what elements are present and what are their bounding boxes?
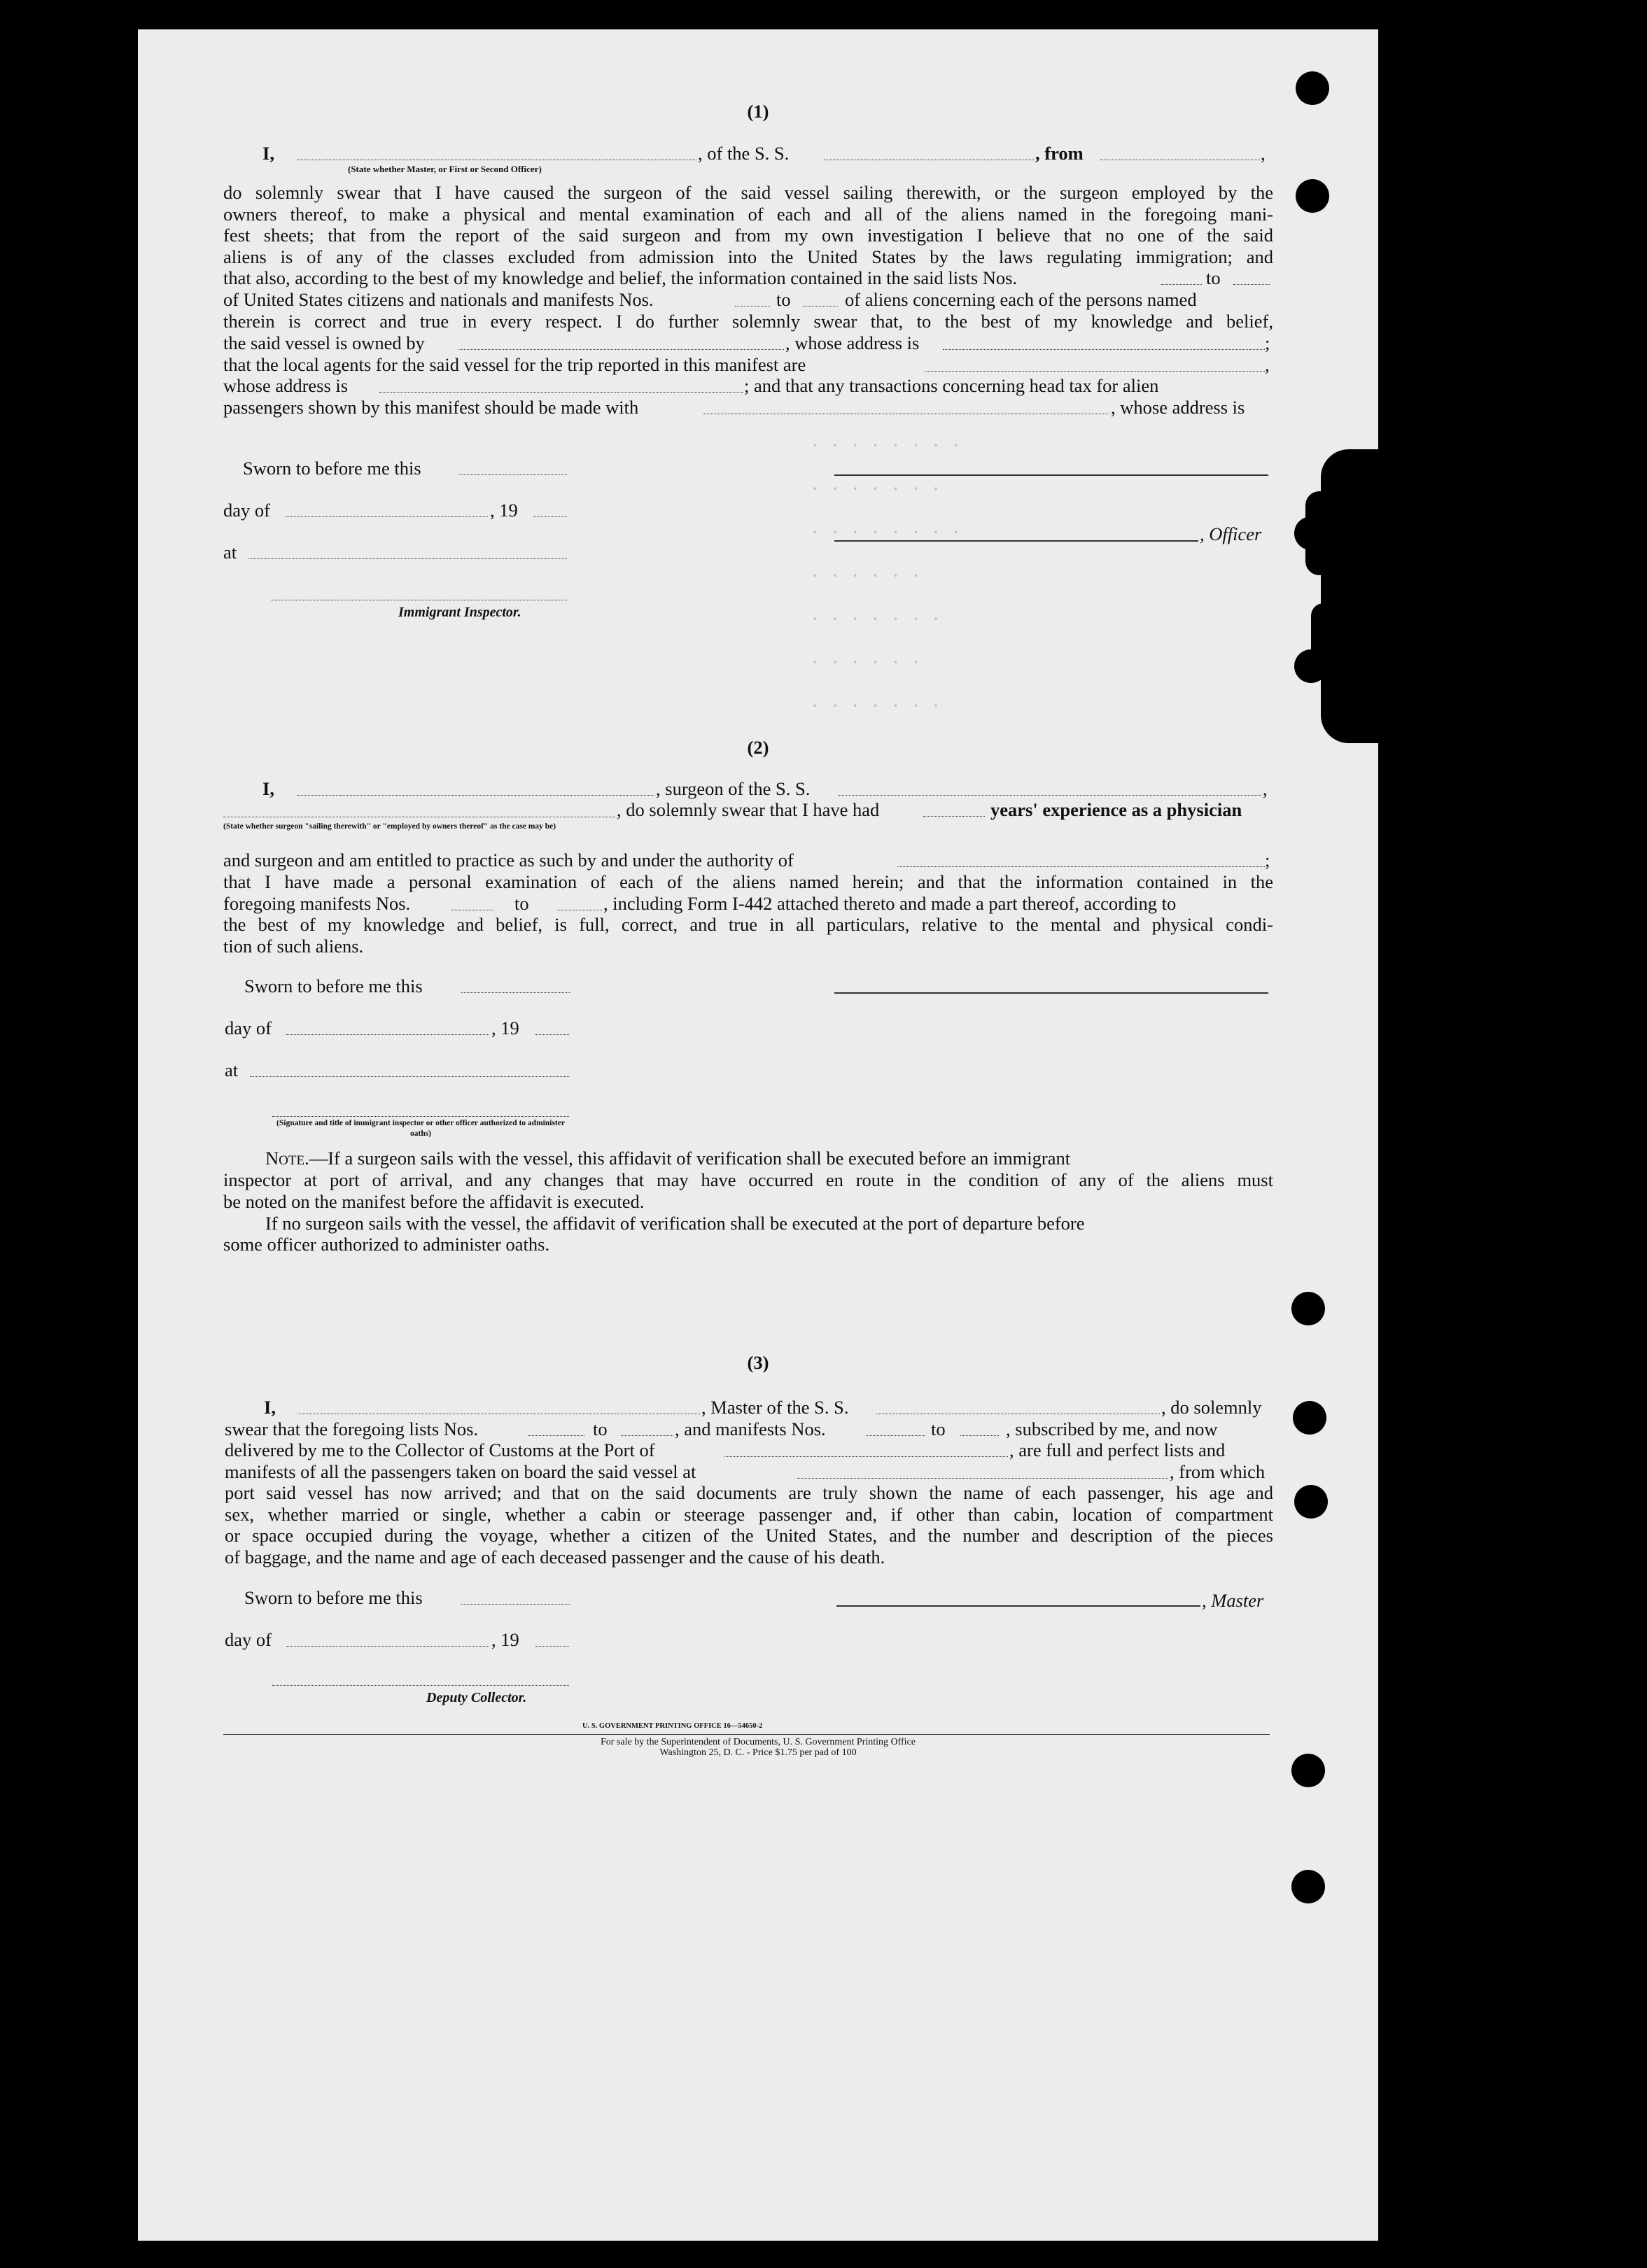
owner-field[interactable]: [458, 349, 784, 350]
month-field-1[interactable]: [285, 516, 488, 517]
manifests-nos-label-3: , and manifests Nos.: [675, 1418, 826, 1439]
manifests-to-field[interactable]: [803, 306, 838, 307]
at-field-2[interactable]: [250, 1076, 569, 1077]
month-field-2[interactable]: [286, 1034, 489, 1035]
punch-hole: [1291, 1754, 1325, 1787]
do-solemnly-label: , do solemnly: [1161, 1397, 1262, 1418]
body-line: that I have made a personal examination of each of the aliens named herein; and that the information contained in the: [223, 871, 1273, 892]
line-end-comma: ,: [1261, 143, 1266, 164]
surgeon-signature-line[interactable]: [834, 992, 1268, 994]
comma: ,: [1265, 354, 1270, 375]
note2-first-line: If no surgeon sails with the vessel, the affidavit of verification shall be executed at the port of departure before: [265, 1213, 1085, 1234]
at-field-1[interactable]: [248, 558, 567, 559]
comma: ,: [1263, 778, 1268, 799]
body-line: tion of such aliens.: [223, 935, 364, 957]
body-line: sex, whether married or single, whether a cabin or steerage passenger and, if other than cabin, location of compartment: [225, 1503, 1273, 1525]
agents-address-field[interactable]: [379, 392, 743, 393]
sale-line-2: Washington 25, D. C. - Price $1.75 per pad of 100: [659, 1747, 857, 1758]
from-which-label: , from which: [1170, 1461, 1266, 1482]
from-label: , from: [1035, 143, 1084, 164]
full-perfect-label: , are full and perfect lists and: [1009, 1439, 1226, 1460]
body-line: therein is correct and true in every respect. I do further solemnly swear that, to the best of my knowledge and belief,: [223, 311, 1273, 332]
swear-lists-label: swear that the foregoing lists Nos.: [225, 1418, 479, 1439]
section2-body-b: [223, 914, 1273, 957]
local-agents-field[interactable]: [925, 371, 1265, 372]
passengers-label: passengers shown by this manifest should be made with: [223, 397, 639, 418]
of-ss-label: , of the S. S.: [698, 143, 790, 164]
manifests-nos-label: of United States citizens and nationals and manifests Nos.: [223, 289, 654, 310]
signature-note: (Signature and title of immigrant inspector or other officer authorized to administer oaths): [276, 1119, 565, 1138]
gpo-line: U. S. GOVERNMENT PRINTING OFFICE 16—54650-2: [582, 1722, 763, 1730]
year-prefix: , 19: [490, 500, 518, 521]
punch-hole: [1291, 1870, 1325, 1903]
officer-name-line[interactable]: [834, 474, 1268, 476]
body-line: port said vessel has now arrived; and that on the said documents are truly shown the name of each passenger, his age and: [225, 1482, 1273, 1503]
manifests-all-label: manifests of all the passengers taken on board the said vessel at: [225, 1461, 696, 1482]
year-field-3[interactable]: [535, 1646, 569, 1647]
body-line: be noted on the manifest before the affidavit is executed.: [223, 1190, 645, 1212]
officer-signature-line[interactable]: [272, 1116, 569, 1117]
master-lists-to-field[interactable]: [621, 1435, 673, 1436]
section3-body: [225, 1482, 1273, 1568]
agents-address-label: whose address is: [223, 375, 349, 396]
master-label: , Master: [1202, 1590, 1264, 1611]
surgeon-name-field[interactable]: [297, 795, 654, 796]
aliens-concerning: of aliens concerning each of the persons named: [845, 289, 1197, 310]
punch-hole: [1296, 71, 1329, 105]
owner-address-field[interactable]: [943, 349, 1265, 350]
officer-title-line[interactable]: [834, 540, 1198, 542]
boarding-port-field[interactable]: [797, 1478, 1168, 1479]
year-field-2[interactable]: [535, 1034, 569, 1035]
torn-edge: [1321, 449, 1378, 743]
collector-signature-line[interactable]: [272, 1685, 569, 1686]
sworn-day-field-3[interactable]: [461, 1604, 570, 1605]
footer-rule: [223, 1734, 1270, 1735]
years-field[interactable]: [923, 816, 985, 817]
day-of-label-1: day of: [223, 500, 270, 521]
lists-to-field[interactable]: [1233, 284, 1270, 285]
section2-body-a: [223, 871, 1273, 893]
inspector-label: Immigrant Inspector.: [398, 605, 521, 620]
sworn-day-field-1[interactable]: [458, 474, 567, 475]
punch-hole: [1291, 1292, 1325, 1325]
delivered-label: delivered by me to the Collector of Customs at the Port of: [225, 1439, 655, 1460]
to-label: to: [514, 893, 529, 914]
authority-field[interactable]: [897, 866, 1265, 867]
note2-second-line: some officer authorized to administer oaths.: [223, 1234, 550, 1255]
correct-line: [223, 311, 1273, 332]
master-signature-line[interactable]: [836, 1605, 1200, 1607]
body-line: the best of my knowledge and belief, is full, correct, and true in all particulars, relative to the mental and physical condi-: [223, 914, 1273, 935]
owner-address-label: , whose address is: [785, 332, 920, 353]
section1-number: (1): [747, 101, 769, 122]
sworn-label-1: Sworn to before me this: [243, 458, 421, 479]
punch-hole: [1293, 1401, 1326, 1435]
month-field-3[interactable]: [286, 1646, 489, 1647]
surgeon-vessel-field[interactable]: [838, 795, 1261, 796]
surgeon-of-label: , surgeon of the S. S.: [656, 778, 811, 799]
punch-hole: [1296, 179, 1329, 213]
body-line: or space occupied during the voyage, whether a citizen of the United States, and the number and description of the pieces: [225, 1525, 1273, 1546]
body-line: aliens is of any of the classes excluded from admission into the United States by the laws regulating immigration; and: [223, 246, 1273, 267]
form-page: [138, 29, 1378, 2241]
semicolon: ;: [1265, 332, 1270, 353]
years-experience-label: years' experience as a physician: [990, 799, 1242, 820]
year-prefix: , 19: [491, 1629, 519, 1650]
master-manifests-from-field[interactable]: [866, 1435, 925, 1436]
including-label: , including Form I-442 attached thereto and made a part thereof, according to: [603, 893, 1177, 914]
lists-from-field[interactable]: [1161, 284, 1202, 285]
subscribed-label: , subscribed by me, and now: [1006, 1418, 1218, 1439]
swear-label: , do solemnly swear that I have had: [617, 799, 880, 820]
day-of-label-2: day of: [225, 1017, 272, 1038]
sworn-label-2: Sworn to before me this: [244, 975, 423, 996]
note-label: Note.: [265, 1148, 309, 1169]
day-of-label-3: day of: [225, 1629, 272, 1650]
note-text: —If a surgeon sails with the vessel, this affidavit of verification shall be executed before an immigrant: [309, 1148, 1071, 1169]
master-note: (State whether Master, or First or Second Officer): [348, 164, 542, 174]
body-line: do solemnly swear that I have caused the surgeon of the said vessel sailing therewith, or the surgeon employed by the: [223, 182, 1273, 203]
to-label: to: [1206, 267, 1221, 288]
body-line: owners thereof, to make a physical and mental examination of each and all of the aliens named in the foregoing mani-: [223, 203, 1273, 225]
collector-label: Deputy Collector.: [426, 1690, 527, 1705]
authority-label: and surgeon and am entitled to practice as such by and under the authority of: [223, 850, 794, 871]
section2-number: (2): [747, 737, 769, 758]
owned-by-label: the said vessel is owned by: [223, 332, 425, 353]
semicolon: ;: [1265, 850, 1270, 871]
note-first-line: [265, 1148, 1070, 1169]
head-tax-label: ; and that any transactions concerning head tax for alien: [744, 375, 1159, 396]
port-field[interactable]: [724, 1456, 1008, 1457]
section1-body: [223, 182, 1273, 267]
sworn-day-field-2[interactable]: [461, 992, 570, 993]
officer-label: , Officer: [1200, 523, 1262, 544]
master-lists-from-field[interactable]: [528, 1435, 584, 1436]
master-manifests-to-field[interactable]: [960, 1435, 999, 1436]
to-label: to: [931, 1418, 946, 1439]
year-prefix: , 19: [491, 1017, 519, 1038]
section1-i: I,: [262, 143, 274, 164]
section3-number: (3): [747, 1352, 769, 1373]
punch-hole: [1294, 1485, 1328, 1519]
body-line: of baggage, and the name and age of each deceased passenger and the cause of his death.: [225, 1546, 885, 1568]
section3-i: I,: [264, 1397, 276, 1418]
lists-nos-label: that also, according to the best of my knowledge and belief, the information contained in the said lists Nos.: [223, 267, 1018, 288]
manifests-from-field[interactable]: [735, 306, 770, 307]
torn-edge: [1305, 491, 1333, 575]
at-label-1: at: [223, 542, 237, 563]
to-label: to: [776, 289, 791, 310]
to-label: to: [593, 1418, 608, 1439]
at-label-2: at: [225, 1059, 239, 1080]
surgeon-note: (State whether surgeon "sailing therewith" or "employed by owners thereof" as the case may be): [223, 822, 556, 831]
sale-line-1: For sale by the Superintendent of Documents, U. S. Government Printing Office: [601, 1737, 916, 1747]
bleed-through-text: · · · · · · · · · · · · · · · · · · · · · · · · · · · · · · · · · · · · · · · · · · · · · · · · ·: [810, 437, 962, 716]
section2-i: I,: [262, 778, 274, 799]
body-line: fest sheets; that from the report of the said surgeon and from my own investigation I believe that no one of the said: [223, 225, 1273, 246]
note-body: [223, 1169, 1273, 1212]
body-line: inspector at port of arrival, and any changes that may have occurred en route in the condition of any of the aliens must: [223, 1169, 1273, 1190]
master-of-label: , Master of the S. S.: [701, 1397, 849, 1418]
local-agents-label: that the local agents for the said vessel for the trip reported in this manifest are: [223, 354, 806, 375]
torn-edge: [1311, 603, 1336, 680]
year-field-1[interactable]: [533, 516, 567, 517]
foregoing-label: foregoing manifests Nos.: [223, 893, 411, 914]
sworn-label-3: Sworn to before me this: [244, 1587, 423, 1608]
passengers-address-label: , whose address is: [1111, 397, 1245, 418]
